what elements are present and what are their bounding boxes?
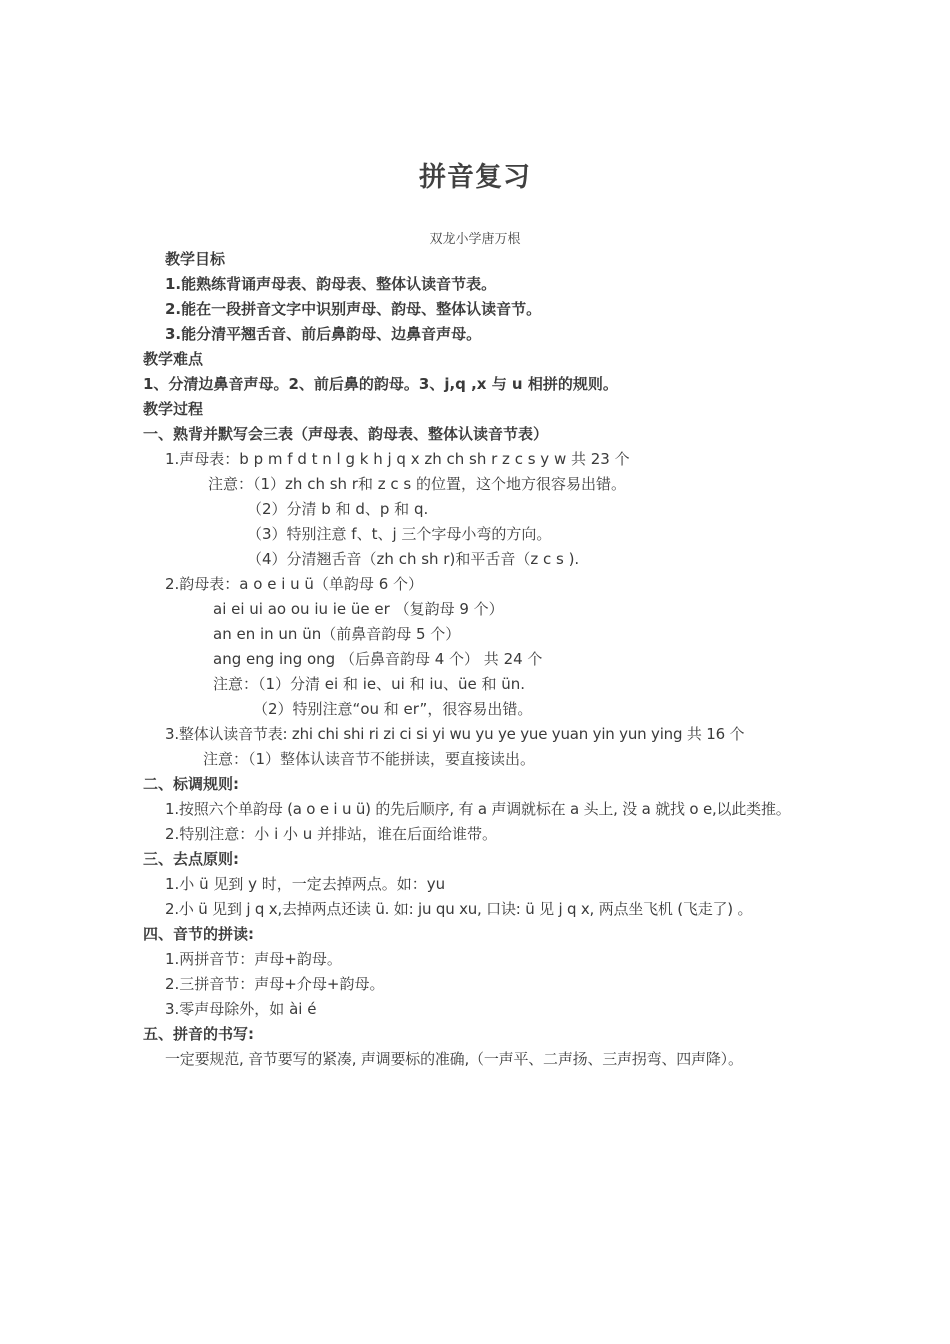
paragraph-line: 2.小 ü 见到 j q x,去掉两点还读 ü. 如: ju qu xu, 口诀: ü 见 j q x, 两点坐飞机 (飞走了) 。 [165,900,753,918]
author-line: 双龙小学唐万根 [429,232,521,247]
paragraph-line: 1.按照六个单韵母 (a o e i u ü) 的先后顺序, 有 a 声调就标在 a 头上, 没 a 就找 o e,以此类推。 [165,800,791,818]
difficulty-item: 1、分清边鼻音声母。2、前后鼻的韵母。3、j,q ,x 与 u 相拼的规则。 [143,375,618,393]
paragraph-line: （2）特别注意“ou 和 er”，很容易出错。 [253,700,533,718]
document-title: 拼音复习 [419,162,531,193]
paragraph-line: 2.韵母表：a o e i u ü（单韵母 6 个） [165,575,424,593]
paragraph-line: 注意：（1）整体认读音节不能拼读，要直接读出。 [203,750,536,768]
paragraph-line: （3）特别注意 f、t、j 三个字母小弯的方向。 [247,525,552,543]
paragraph-line: （2）分清 b 和 d、p 和 q. [247,500,429,518]
part-heading: 五、拼音的书写: [143,1025,254,1043]
paragraph-line: 2.三拼音节：声母+介母+韵母。 [165,975,385,993]
paragraph-line: ai ei ui ao ou iu ie üe er （复韵母 9 个） [213,600,504,618]
document-body [143,247,813,1072]
paragraph-line: 注意：（1）zh ch sh r和 z c s 的位置，这个地方很容易出错。 [208,475,626,493]
goal-item: 1.能熟练背诵声母表、韵母表、整体认读音节表。 [165,275,497,293]
part-heading: 四、音节的拼读: [143,925,254,943]
goal-item: 3.能分清平翘舌音、前后鼻韵母、边鼻音声母。 [165,325,482,343]
paragraph-line: 1.小 ü 见到 y 时，一定去掉两点。如：yu [165,875,446,893]
paragraph-line: 注意：（1）分清 ei 和 ie、ui 和 iu、üe 和 ün. [213,675,526,693]
section-heading-difficulties: 教学难点 [143,350,204,368]
paragraph-line: an en in un ün（前鼻音韵母 5 个） [213,625,461,643]
goal-item: 2.能在一段拼音文字中识别声母、韵母、整体认读音节。 [165,300,542,318]
paragraph-line: 一定要规范, 音节要写的紧凑, 声调要标的准确,（一声平、二声扬、三声拐弯、四声降）。 [165,1050,743,1068]
paragraph-line: 2.特别注意：小 i 小 u 并排站，谁在后面给谁带。 [165,825,498,843]
section-heading-goals: 教学目标 [165,250,226,268]
paragraph-line: 1.声母表：b p m f d t n l g k h j q x zh ch sh r z c s y w 共 23 个 [165,450,630,468]
paragraph-line: 3.零声母除外，如 ài é [165,1000,317,1018]
paragraph-line: 3.整体认读音节表: zhi chi shi ri zi ci si yi wu yu ye yue yuan yin yun ying 共 16 个 [165,725,745,743]
paragraph-line: ang eng ing ong （后鼻音韵母 4 个） 共 24 个 [213,650,543,668]
part-heading: 二、标调规则: [143,775,239,793]
paragraph-line: 1.两拼音节：声母+韵母。 [165,950,342,968]
part-heading: 三、去点原则: [143,850,239,868]
paragraph-line: （4）分清翘舌音（zh ch sh r)和平舌音（z c s ). [247,550,580,568]
section-heading-process: 教学过程 [143,400,204,418]
part-heading: 一、熟背并默写会三表（声母表、韵母表、整体认读音节表） [143,425,549,443]
